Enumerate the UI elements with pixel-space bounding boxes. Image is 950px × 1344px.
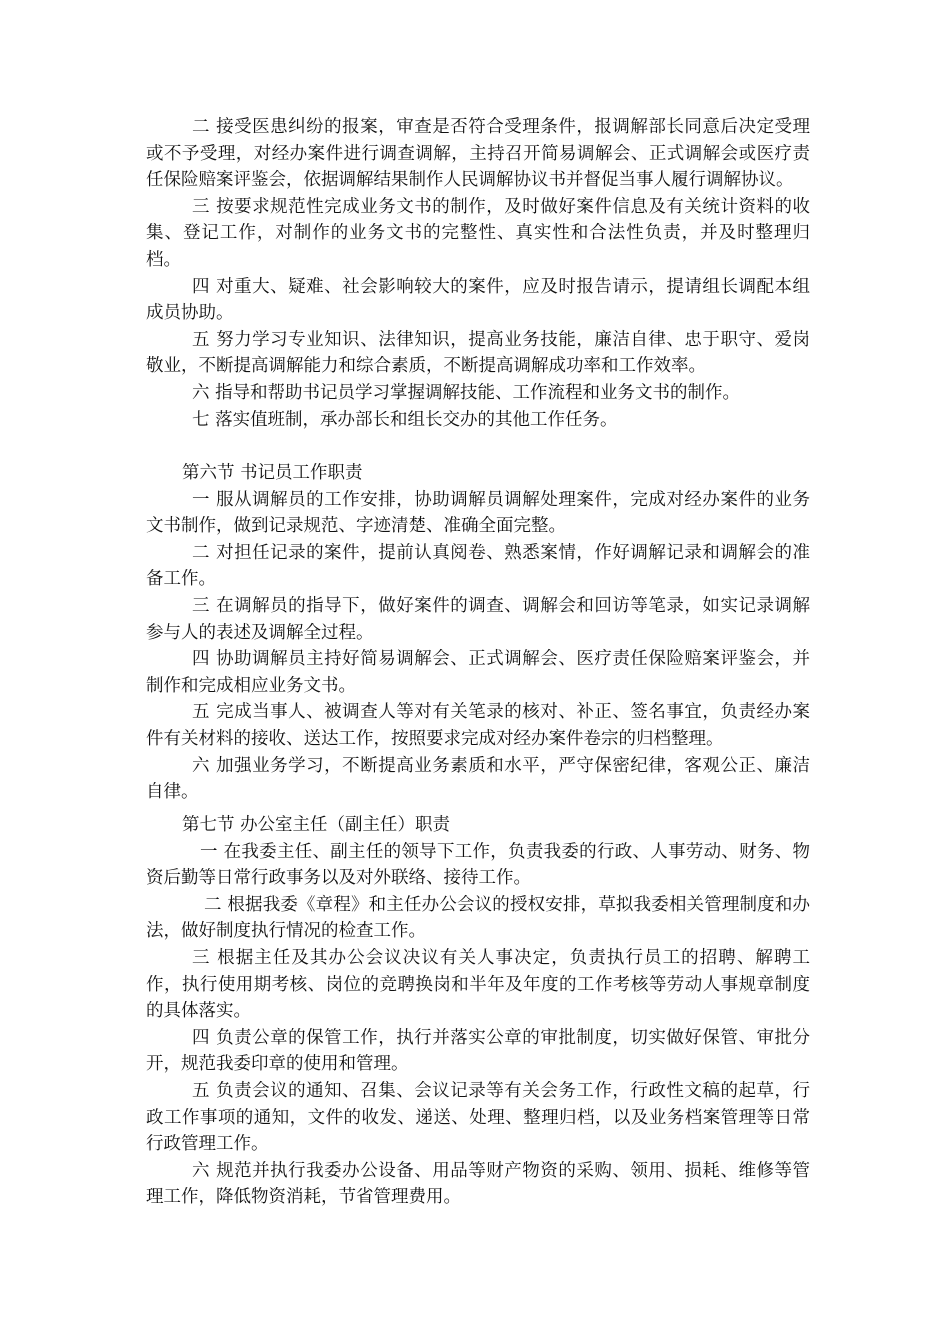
- duty-item-4: 四 协助调解员主持好简易调解会、正式调解会、医疗责任保险赔案评鉴会，并制作和完成相应业务文书。: [146, 649, 810, 696]
- duty-item-2: 二 根据我委《章程》和主任办公会议的授权安排，草拟我委相关管理制度和办法，做好制度执行情况的检查工作。: [146, 894, 810, 942]
- section-6-heading: 第六节 书记员工作职责: [182, 463, 363, 483]
- section-5-continued: [146, 114, 810, 433]
- duty-item-5: 五 努力学习专业知识、法律知识，提高业务技能，廉洁自律、忠于职守、爱岗敬业，不断提高调解能力和综合素质，不断提高调解成功率和工作效率。: [146, 329, 810, 377]
- duty-item-6: 六 指导和帮助书记员学习掌握调解技能、工作流程和业务文书的制作。: [192, 382, 741, 403]
- duty-item-3: 三 按要求规范性完成业务文书的制作，及时做好案件信息及有关统计资料的收集、登记工作，对制作的业务文书的完整性、真实性和合法性负责，并及时整理归档。: [146, 196, 810, 270]
- duty-item-6: 六 加强业务学习，不断提高业务素质和水平，严守保密纪律，客观公正、廉洁自律。: [146, 755, 810, 803]
- duty-item-3: 三 在调解员的指导下，做好案件的调查、调解会和回访等笔录，如实记录调解参与人的表述及调解全过程。: [146, 595, 810, 643]
- section-7: [146, 812, 810, 1211]
- duty-item-2: 二 对担任记录的案件，提前认真阅卷、熟悉案情，作好调解记录和调解会的准备工作。: [146, 542, 810, 590]
- duty-item-7: 七 落实值班制，承办部长和组长交办的其他工作任务。: [192, 409, 618, 430]
- duty-item-1: 一 在我委主任、副主任的领导下工作，负责我委的行政、人事劳动、财务、物资后勤等日常行政事务以及对外联络、接待工作。: [146, 841, 810, 889]
- duty-item-2: 二 接受医患纠纷的报案，审查是否符合受理条件，报调解部长同意后决定受理或不予受理，对经办案件进行调查调解，主持召开简易调解会、正式调解会或医疗责任保险赔案评鉴会，依据调解结果制作人民调解协议书并督促当事人履行调解协议。: [146, 117, 810, 191]
- section-6: [146, 460, 810, 806]
- duty-item-6: 六 规范并执行我委办公设备、用品等财产物资的采购、领用、损耗、维修等管理工作，降低物资消耗，节省管理费用。: [146, 1160, 810, 1208]
- duty-item-4: 四 对重大、疑难、社会影响较大的案件，应及时报告请示，提请组长调配本组成员协助。: [146, 276, 810, 324]
- duty-item-3: 三 根据主任及其办公会议决议有关人事决定，负责执行员工的招聘、解聘工作，执行使用期考核、岗位的竞聘换岗和半年及年度的工作考核等劳动人事规章制度的具体落实。: [146, 947, 810, 1022]
- duty-item-4: 四 负责公章的保管工作，执行并落实公章的审批制度，切实做好保管、审批分开，规范我委印章的使用和管理。: [146, 1027, 810, 1075]
- duty-item-5: 五 负责会议的通知、召集、会议记录等有关会务工作，行政性文稿的起草，行政工作事项的通知，文件的收发、递送、处理、整理归档，以及业务档案管理等日常行政管理工作。: [146, 1080, 810, 1155]
- section-7-heading: 第七节 办公室主任（副主任）职责: [182, 815, 451, 835]
- duty-item-5: 五 完成当事人、被调查人等对有关笔录的核对、补正、签名事宜，负责经办案件有关材料的接收、送达工作，按照要求完成对经办案件卷宗的归档整理。: [146, 702, 810, 749]
- duty-item-1: 一 服从调解员的工作安排，协助调解员调解处理案件，完成对经办案件的业务文书制作，做到记录规范、字迹清楚、准确全面完整。: [146, 489, 810, 537]
